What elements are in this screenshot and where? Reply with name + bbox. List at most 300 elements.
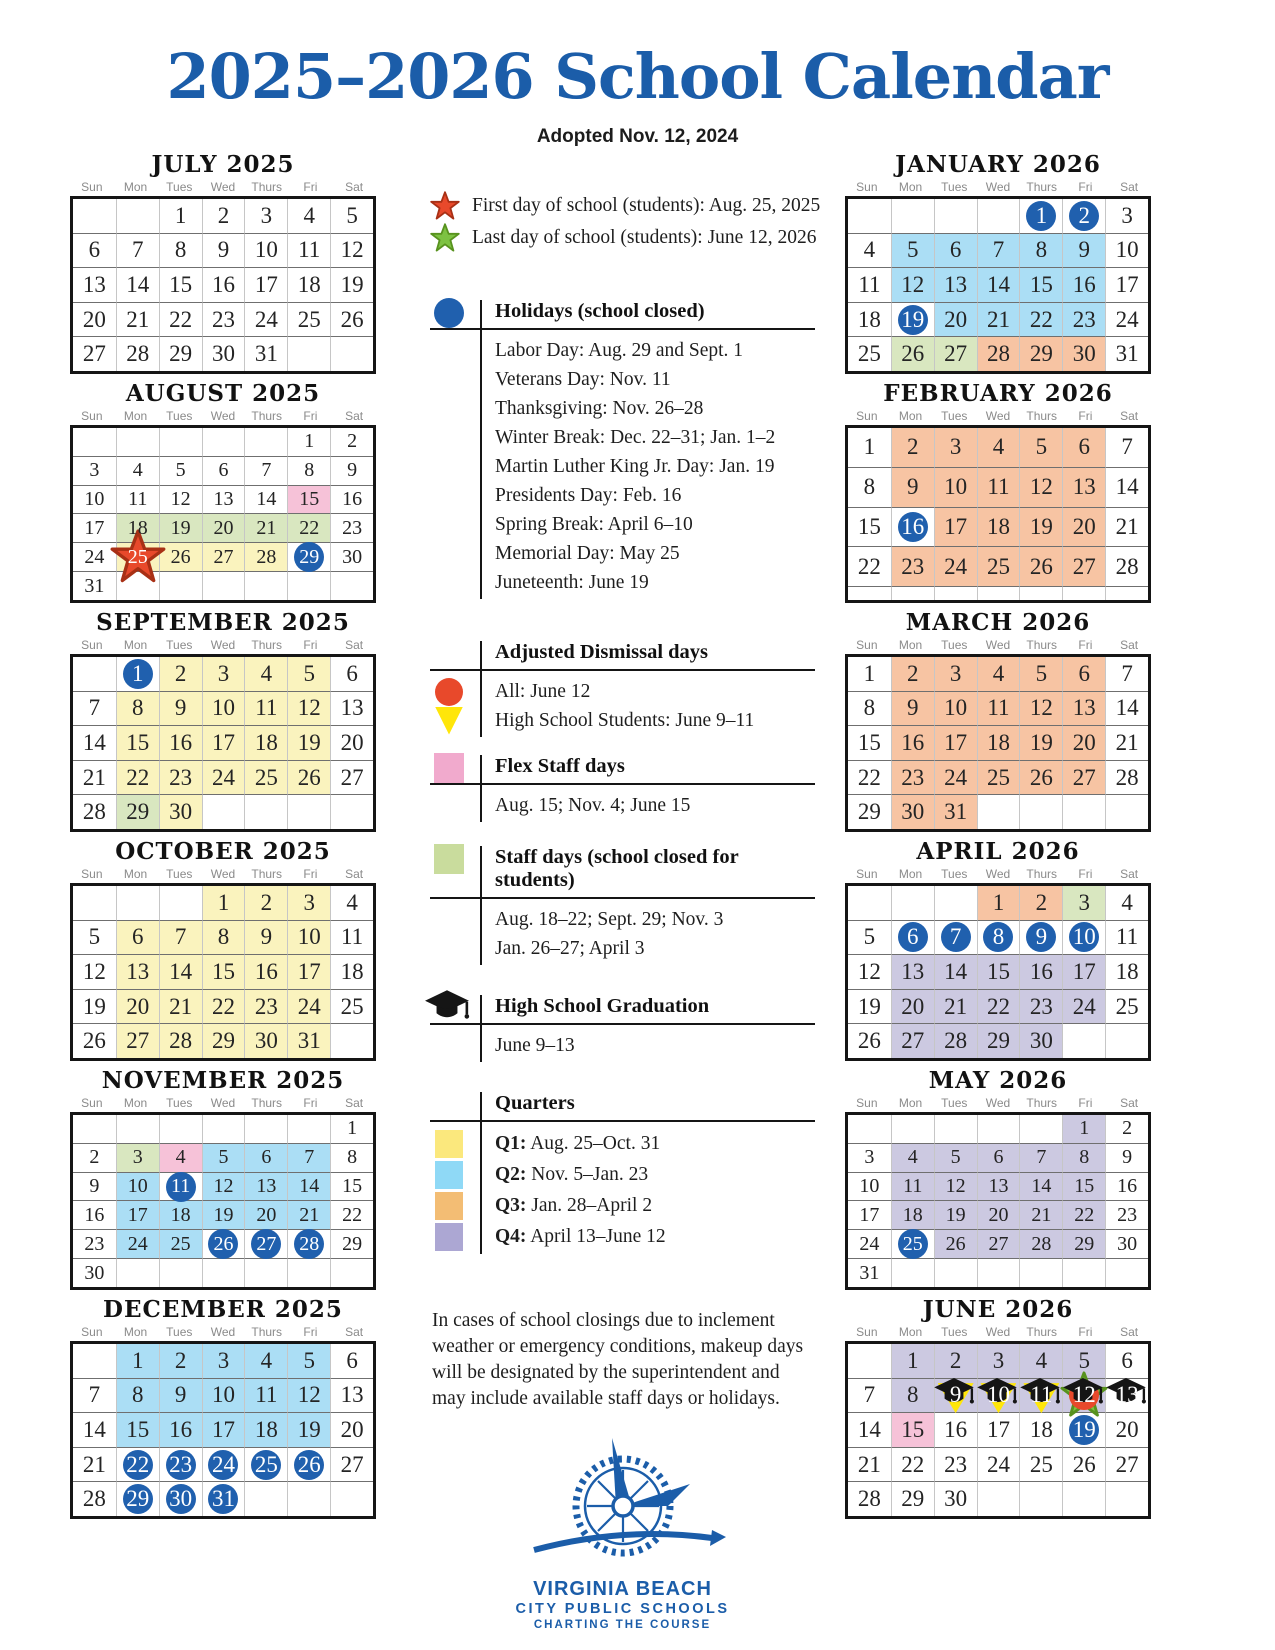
day-cell <box>287 428 330 456</box>
day-number: 27 <box>256 1232 277 1255</box>
day-cell <box>934 1200 977 1229</box>
day-cell <box>1105 546 1148 586</box>
day-number: 6 <box>993 1146 1004 1169</box>
weekday-header-row <box>70 409 376 425</box>
day-cell <box>934 1115 977 1143</box>
day-number: 11 <box>340 924 364 950</box>
day-number: 21 <box>1115 513 1139 539</box>
day-cell <box>977 691 1020 726</box>
last-day-line <box>430 222 815 254</box>
day-cell <box>116 725 159 760</box>
day-cell <box>116 1378 159 1413</box>
day-number: 7 <box>1121 660 1133 686</box>
item-text: Jan. 26–27; April 3 <box>495 938 645 959</box>
weekday-header-row <box>845 1325 1151 1341</box>
day-number: 12 <box>213 1175 234 1198</box>
month-feb-2026 <box>845 381 1151 603</box>
day-number: 22 <box>857 553 881 579</box>
day-cell <box>1062 1172 1105 1201</box>
day-number: 5 <box>907 237 919 263</box>
day-number: 21 <box>126 306 150 332</box>
day-cell <box>1105 794 1148 829</box>
section-icon-wrap <box>424 989 470 1025</box>
day-number: 22 <box>857 764 881 790</box>
legend-section-flex <box>430 755 815 822</box>
day-number: 4 <box>907 1146 918 1169</box>
day-cell <box>934 886 977 920</box>
section-item <box>495 1190 815 1221</box>
day-cell <box>116 485 159 514</box>
day-cell <box>977 886 1020 920</box>
day-cell <box>891 467 934 507</box>
day-number: 25 <box>127 545 148 568</box>
weekday-label: Sat <box>345 1325 364 1339</box>
day-cell <box>1062 886 1105 920</box>
day-cell <box>977 954 1020 989</box>
section-header: Staff days (school closed for students) <box>495 846 815 899</box>
day-cell <box>1019 886 1062 920</box>
month-grid <box>70 1341 376 1519</box>
day-cell <box>934 546 977 586</box>
day-cell <box>330 1172 373 1201</box>
weekday-header-row <box>70 180 376 196</box>
day-cell <box>287 920 330 955</box>
day-cell <box>116 760 159 795</box>
day-cell <box>848 1481 891 1516</box>
day-cell <box>330 1447 373 1482</box>
day-cell <box>202 794 245 829</box>
section-body <box>480 846 815 965</box>
day-number: 10 <box>211 1382 235 1408</box>
day-cell <box>73 1258 116 1287</box>
weekday-label: Sun <box>81 1325 103 1339</box>
day-cell <box>1105 989 1148 1024</box>
day-number: 20 <box>340 1416 364 1442</box>
weekday-label: Sat <box>1120 180 1139 194</box>
adjusted-dismissal-circle-icon <box>435 678 463 706</box>
day-number: 5 <box>1078 1347 1090 1373</box>
day-cell <box>1019 794 1062 829</box>
day-cell <box>159 1412 202 1447</box>
day-number: 21 <box>169 993 193 1019</box>
day-number: 28 <box>1115 553 1139 579</box>
weekday-label: Mon <box>123 1096 148 1110</box>
day-number: 15 <box>857 513 881 539</box>
holiday-circle-icon <box>434 298 464 328</box>
section-item <box>495 1221 815 1252</box>
section-body <box>480 1092 815 1254</box>
day-cell <box>330 1143 373 1172</box>
day-cell <box>1062 546 1105 586</box>
day-number: 2 <box>907 660 919 686</box>
weekday-label: Mon <box>898 180 923 194</box>
quarter-label: Q4: <box>495 1226 527 1247</box>
month-aug-2025 <box>70 381 376 603</box>
weekday-label: Sat <box>1120 867 1139 881</box>
day-cell <box>1019 989 1062 1024</box>
day-number: 30 <box>1072 341 1096 367</box>
day-number: 14 <box>82 729 106 755</box>
day-cell <box>1105 657 1148 691</box>
day-number: 25 <box>170 1232 191 1255</box>
day-cell <box>202 1378 245 1413</box>
day-number: 2 <box>347 430 358 453</box>
day-number: 24 <box>944 553 968 579</box>
day-number: 4 <box>303 202 315 228</box>
day-cell <box>287 989 330 1024</box>
day-cell <box>73 954 116 989</box>
item-text: Nov. 5–Jan. 23 <box>526 1164 649 1185</box>
day-cell <box>1062 267 1105 302</box>
month-grid <box>70 425 376 603</box>
day-number: 11 <box>255 1382 278 1408</box>
weekday-label: Mon <box>898 867 923 881</box>
day-cell <box>287 542 330 571</box>
weekday-label: Tues <box>941 1325 968 1339</box>
day-cell <box>73 1143 116 1172</box>
day-number: 3 <box>1121 202 1133 228</box>
day-number: 20 <box>256 1203 277 1226</box>
day-cell <box>73 456 116 485</box>
day-number: 23 <box>1072 306 1096 332</box>
day-cell <box>1019 1229 1062 1258</box>
item-icon-wrap <box>435 707 463 735</box>
day-number: 29 <box>1029 341 1053 367</box>
day-cell <box>287 267 330 302</box>
day-cell <box>1105 1447 1148 1482</box>
day-number: 2 <box>1122 1117 1133 1140</box>
day-cell <box>116 1172 159 1201</box>
day-cell <box>1019 1447 1062 1482</box>
day-number: 22 <box>986 993 1010 1019</box>
day-number: 6 <box>261 1146 272 1169</box>
day-number: 1 <box>863 434 876 460</box>
day-cell <box>116 199 159 233</box>
weekday-label: Mon <box>898 409 923 423</box>
day-cell <box>244 233 287 268</box>
day-cell <box>202 485 245 514</box>
day-cell <box>202 1481 245 1516</box>
day-cell <box>934 657 977 691</box>
day-cell <box>891 886 934 920</box>
month-title: FEBRUARY 2026 <box>883 380 1113 407</box>
month-apr-2026 <box>845 839 1151 1061</box>
day-cell <box>116 657 159 691</box>
day-number: 19 <box>945 1203 966 1226</box>
day-cell <box>159 1143 202 1172</box>
day-number: 30 <box>1029 1028 1053 1054</box>
day-cell <box>934 336 977 371</box>
day-number: 17 <box>986 1416 1010 1442</box>
section-body <box>480 995 815 1062</box>
day-cell <box>1105 1229 1148 1258</box>
weekday-label: Mon <box>123 638 148 652</box>
weekday-label: Sun <box>81 1096 103 1110</box>
graduation-cap-icon <box>424 989 470 1025</box>
day-cell <box>159 1023 202 1058</box>
day-cell <box>330 513 373 542</box>
day-cell <box>934 467 977 507</box>
section-body <box>480 641 815 737</box>
day-cell <box>73 302 116 337</box>
day-cell <box>891 1447 934 1482</box>
day-number: 8 <box>347 1146 358 1169</box>
day-cell <box>244 794 287 829</box>
section-icon-wrap <box>434 298 464 328</box>
page-title: 2025–2026 School Calendar <box>166 40 1109 113</box>
day-cell <box>1062 1200 1105 1229</box>
day-number: 30 <box>169 1486 193 1512</box>
day-cell <box>934 586 977 600</box>
day-cell <box>1062 1023 1105 1058</box>
day-number: 26 <box>945 1232 966 1255</box>
day-number: 26 <box>1072 1451 1096 1477</box>
day-number: 1 <box>1079 1117 1090 1140</box>
day-number: 28 <box>857 1486 881 1512</box>
day-number: 29 <box>211 1028 235 1054</box>
day-cell <box>1019 1344 1062 1378</box>
day-cell <box>934 1447 977 1482</box>
day-number: 19 <box>82 993 106 1019</box>
month-grid <box>845 883 1151 1061</box>
day-number: 1 <box>1035 202 1048 228</box>
day-cell <box>891 1143 934 1172</box>
day-cell <box>1062 794 1105 829</box>
day-cell <box>244 1200 287 1229</box>
day-number: 22 <box>1029 306 1053 332</box>
weekday-label: Sat <box>1120 1096 1139 1110</box>
day-cell <box>244 428 287 456</box>
day-cell <box>1019 586 1062 600</box>
day-number: 10 <box>1115 237 1139 263</box>
day-cell <box>1062 467 1105 507</box>
day-cell <box>202 1229 245 1258</box>
day-number: 21 <box>1115 729 1139 755</box>
day-number: 8 <box>132 695 144 721</box>
day-cell <box>934 302 977 337</box>
day-cell <box>330 1378 373 1413</box>
day-cell <box>1062 1143 1105 1172</box>
day-number: 1 <box>174 202 187 228</box>
legend-section-dismissal <box>430 641 815 737</box>
day-number: 28 <box>1115 764 1139 790</box>
day-number: 6 <box>346 660 358 686</box>
day-number: 5 <box>88 924 101 950</box>
weekday-label: Thurs <box>1026 638 1058 652</box>
weekday-header-row <box>845 180 1151 196</box>
day-cell <box>202 302 245 337</box>
day-number: 29 <box>342 1232 363 1255</box>
day-cell <box>848 1258 891 1287</box>
day-cell <box>848 725 891 760</box>
day-cell <box>202 1200 245 1229</box>
day-cell <box>116 233 159 268</box>
weekday-label: Thurs <box>251 867 283 881</box>
day-cell <box>159 199 202 233</box>
logo-line-1: VIRGINIA BEACH <box>533 1578 712 1600</box>
day-cell <box>934 1378 977 1413</box>
day-number: 11 <box>903 1175 923 1198</box>
day-number: 12 <box>857 958 881 984</box>
day-cell <box>116 1115 159 1143</box>
day-cell <box>116 542 159 571</box>
day-cell <box>330 657 373 691</box>
day-cell <box>73 1481 116 1516</box>
day-cell <box>977 267 1020 302</box>
day-cell <box>116 1412 159 1447</box>
day-number: 21 <box>986 306 1010 332</box>
item-text: Juneteenth: June 19 <box>495 572 649 593</box>
day-cell <box>848 1378 891 1413</box>
day-number: 7 <box>174 924 187 950</box>
weekday-label: Tues <box>941 1096 968 1110</box>
day-number: 17 <box>297 958 321 984</box>
section-icon-wrap <box>434 844 464 874</box>
day-cell <box>1019 760 1062 795</box>
day-cell <box>330 691 373 726</box>
day-number: 9 <box>260 924 273 950</box>
day-number: 1 <box>907 1347 919 1373</box>
month-title: DECEMBER 2025 <box>103 1296 343 1323</box>
weekday-header-row <box>70 638 376 654</box>
day-cell <box>934 691 977 726</box>
day-cell <box>1019 691 1062 726</box>
day-cell <box>73 989 116 1024</box>
day-number: 17 <box>84 516 105 539</box>
day-cell <box>891 1412 934 1447</box>
compass-logo-icon <box>520 1434 726 1582</box>
day-cell <box>159 1378 202 1413</box>
day-cell <box>977 1115 1020 1143</box>
day-cell <box>848 428 891 467</box>
item-icon-wrap <box>435 678 463 706</box>
day-number: 2 <box>907 434 919 460</box>
day-cell <box>244 1481 287 1516</box>
day-number: 17 <box>127 1203 148 1226</box>
weekday-label: Wed <box>210 1325 236 1339</box>
day-cell <box>202 542 245 571</box>
day-number: 9 <box>347 459 358 482</box>
month-grid <box>845 654 1151 832</box>
day-cell <box>244 886 287 920</box>
day-number: 6 <box>88 237 101 263</box>
weekday-label: Tues <box>166 1096 193 1110</box>
day-cell <box>934 233 977 268</box>
weekday-label: Fri <box>303 409 318 423</box>
day-number: 19 <box>297 729 321 755</box>
day-number: 17 <box>211 729 235 755</box>
weekday-label: Tues <box>166 1325 193 1339</box>
day-number: 26 <box>213 1232 234 1255</box>
day-number: 27 <box>1072 553 1096 579</box>
day-cell <box>934 267 977 302</box>
day-cell <box>1105 428 1148 467</box>
weekday-label: Thurs <box>1026 180 1058 194</box>
day-number: 18 <box>857 306 881 332</box>
day-cell <box>977 1344 1020 1378</box>
day-number: 12 <box>901 271 925 297</box>
weekday-label: Mon <box>123 409 148 423</box>
day-cell <box>73 267 116 302</box>
day-cell <box>116 920 159 955</box>
day-number: 19 <box>1072 1416 1096 1442</box>
day-number: 14 <box>1115 695 1139 721</box>
weekday-label: Sun <box>856 1325 878 1339</box>
day-number: 18 <box>170 1203 191 1226</box>
day-cell <box>1062 428 1105 467</box>
day-cell <box>244 199 287 233</box>
day-number: 14 <box>986 271 1010 297</box>
day-cell <box>1062 989 1105 1024</box>
day-cell <box>977 794 1020 829</box>
day-cell <box>330 267 373 302</box>
day-number: 9 <box>949 1382 962 1408</box>
day-cell <box>848 760 891 795</box>
day-number: 26 <box>82 1028 106 1054</box>
day-cell <box>159 657 202 691</box>
weekday-label: Fri <box>1078 867 1093 881</box>
month-may-2026 <box>845 1068 1151 1290</box>
day-number: 2 <box>174 1347 187 1373</box>
day-number: 15 <box>126 729 150 755</box>
day-number: 2 <box>174 660 187 686</box>
day-cell <box>330 456 373 485</box>
day-cell <box>891 1200 934 1229</box>
adopted-date: Adopted Nov. 12, 2024 <box>536 126 739 147</box>
day-cell <box>934 199 977 233</box>
day-cell <box>1019 428 1062 467</box>
day-number: 8 <box>907 1382 919 1408</box>
day-cell <box>977 507 1020 547</box>
day-cell <box>1105 586 1148 600</box>
day-cell <box>1019 1481 1062 1516</box>
section-item <box>495 934 815 963</box>
day-cell <box>244 1344 287 1378</box>
day-cell <box>287 1115 330 1143</box>
day-cell <box>287 886 330 920</box>
day-cell <box>287 1447 330 1482</box>
day-cell <box>244 954 287 989</box>
day-number: 13 <box>1072 695 1096 721</box>
day-cell <box>891 657 934 691</box>
weekday-label: Sun <box>81 867 103 881</box>
day-cell <box>934 794 977 829</box>
section-icon-wrap <box>434 753 464 783</box>
day-number: 9 <box>1078 237 1090 263</box>
item-text: Thanksgiving: Nov. 26–28 <box>495 398 704 419</box>
day-number: 13 <box>1115 1382 1139 1408</box>
item-text: High School Students: June 9–11 <box>495 710 755 731</box>
day-number: 6 <box>1078 434 1090 460</box>
day-number: 27 <box>340 1451 364 1477</box>
day-number: 13 <box>82 271 106 297</box>
day-number: 30 <box>84 1261 105 1284</box>
day-cell <box>848 586 891 600</box>
day-cell <box>159 267 202 302</box>
day-cell <box>244 513 287 542</box>
day-cell <box>977 199 1020 233</box>
day-number: 3 <box>864 1146 875 1169</box>
day-cell <box>73 1172 116 1201</box>
day-cell <box>1062 691 1105 726</box>
weekday-label: Fri <box>1078 180 1093 194</box>
day-cell <box>159 989 202 1024</box>
weekday-label: Thurs <box>1026 1325 1058 1339</box>
weekday-label: Thurs <box>1026 867 1058 881</box>
day-number: 3 <box>992 1347 1005 1373</box>
day-cell <box>73 760 116 795</box>
day-number: 22 <box>169 306 193 332</box>
